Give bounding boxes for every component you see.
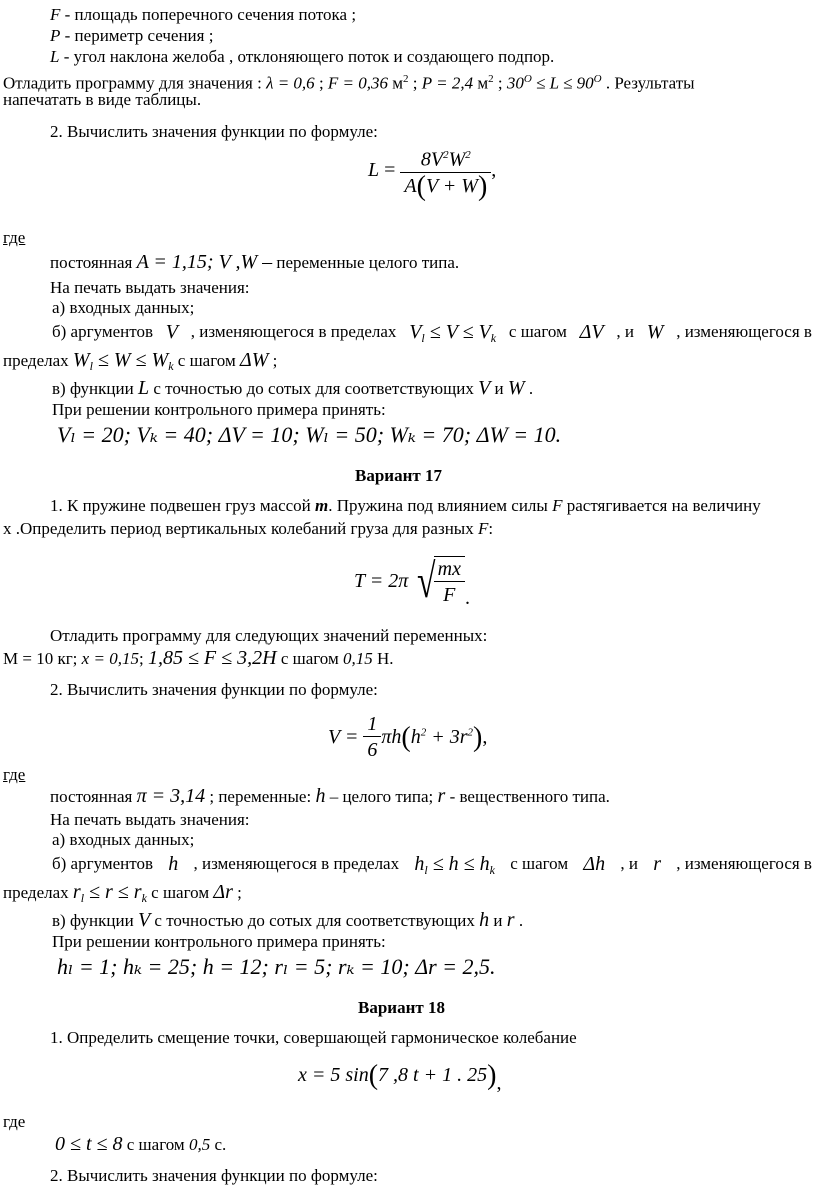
w: ;: [268, 351, 278, 370]
text-line: Отладить программу для следующих значений переменных:: [50, 626, 488, 645]
v-sym: V: [165, 321, 178, 343]
w: с шагом: [510, 854, 569, 873]
text-line: [50, 5, 356, 25]
line-text: - угол наклона желоба , отклоняющего поток и создающего подпор.: [59, 47, 555, 66]
den-in: V + W: [425, 174, 478, 197]
w-sym: W: [646, 321, 664, 343]
line-text: постоянная: [50, 253, 137, 272]
sup: 2: [403, 73, 409, 85]
v-sym: V: [137, 909, 151, 931]
x-val: x = 0,15: [81, 649, 139, 668]
where-label: где: [3, 765, 26, 784]
text-line: [52, 378, 533, 399]
text-line: [50, 47, 554, 67]
m-sym: m: [315, 496, 329, 515]
text-line: При решении контрольного примера принять:: [52, 932, 386, 951]
sub: l: [424, 863, 428, 877]
sep: ;: [314, 73, 328, 93]
line-text: . Результаты: [601, 73, 695, 93]
range: ≤ r ≤ r: [84, 881, 142, 903]
f-range: 1,85 ≤ F ≤ 3,2H: [147, 647, 277, 669]
mid: + 3r: [426, 725, 468, 748]
line-text: переменные целого типа.: [272, 253, 460, 272]
unit: м: [473, 73, 489, 93]
range: ≤ W ≤ W: [92, 349, 169, 371]
r-sym: r: [72, 881, 81, 903]
h-sym: h: [168, 853, 179, 875]
degree: O: [523, 73, 532, 85]
w: .: [524, 379, 534, 398]
w: , изменяющегося в пределах: [190, 322, 397, 341]
den: 6: [367, 739, 378, 761]
text-line: [50, 26, 213, 46]
text-line: [3, 350, 277, 376]
text-line: [52, 322, 812, 348]
w: . Пружина под влиянием силы: [328, 496, 553, 515]
body: πh: [381, 726, 402, 748]
w: , и: [620, 854, 638, 873]
f-sym: L: [368, 158, 380, 181]
sep: ;: [493, 73, 507, 93]
eq: =: [379, 158, 401, 181]
w: , изменяющегося в пределах: [193, 854, 400, 873]
f-sym: F: [552, 496, 563, 515]
comma: ,: [496, 1072, 502, 1094]
w: .: [514, 911, 524, 930]
range-start: 30: [506, 73, 524, 93]
sub: k: [489, 863, 495, 877]
w: растягивается на величину: [562, 496, 761, 515]
sub: k: [141, 891, 147, 905]
w: ;: [138, 649, 148, 668]
h-sym: h: [479, 909, 490, 931]
h-sym: h: [414, 853, 425, 875]
text-line: На печать выдать значения:: [50, 810, 250, 829]
w: с шагом: [173, 351, 240, 370]
text-line: [50, 786, 610, 807]
h-sym: h: [315, 785, 326, 807]
text-line: [52, 910, 523, 931]
w: пределах: [3, 351, 73, 370]
r-sym: r: [653, 853, 661, 875]
text-line: [3, 882, 242, 908]
dot: .: [464, 587, 470, 610]
text-line: [50, 252, 459, 273]
degree: O: [593, 73, 602, 85]
comma: ,: [491, 158, 497, 181]
x-sym: x = 5 sin: [298, 1064, 369, 1086]
symbol-p: P: [50, 26, 61, 45]
w: Н.: [372, 649, 394, 668]
line-text: Отладить программу для значения :: [3, 73, 267, 93]
w-sym: W: [507, 377, 525, 399]
text-line: [50, 496, 810, 516]
w: с точностью до сотых для соответствующих: [150, 911, 480, 930]
line-text: - площадь поперечного сечения потока ;: [60, 5, 357, 24]
text-line: 1. Определить смещение точки, совершающей гармоническое колебание: [50, 1028, 577, 1047]
sub: l: [421, 331, 425, 345]
sep: ;: [408, 73, 422, 93]
task-heading: 2. Вычислить значения функции по формуле:: [50, 1166, 378, 1185]
w: , и: [616, 322, 634, 341]
den-a: A: [404, 174, 417, 197]
pi-val: π = 3,14: [136, 785, 206, 807]
text-line: [3, 519, 493, 539]
w: ;: [232, 883, 242, 902]
v-sym: V =: [328, 726, 364, 748]
f-sym: F: [477, 519, 489, 538]
w: б) аргументов: [52, 322, 153, 341]
w: М = 10 кг;: [3, 649, 82, 668]
num: mx: [434, 557, 465, 582]
text-line: напечатать в виде таблицы.: [3, 90, 202, 109]
delta-v: ΔV: [579, 321, 604, 343]
range: ≤ h ≤ h: [427, 853, 490, 875]
w: с шагом: [276, 649, 343, 668]
sub: l: [80, 891, 85, 905]
r-sym: r: [506, 909, 515, 931]
num: 8V: [420, 148, 444, 171]
w: с точностью до сотых для соответствующих: [149, 379, 479, 398]
unit: м: [388, 73, 404, 93]
text-line: При решении контрольного примера принять:: [52, 400, 386, 419]
range-end: ≤ L ≤ 90: [531, 73, 594, 93]
v-sym: V: [409, 321, 422, 343]
sub: l: [89, 359, 93, 373]
t-sym: T = 2π: [354, 570, 409, 592]
step: 0,15: [342, 649, 373, 668]
text-line: [55, 1134, 226, 1155]
p-value: P = 2,4: [421, 73, 474, 93]
l-sym: L: [137, 377, 150, 399]
w-sym: W: [72, 349, 90, 371]
formula-v: V = $\frac{1}{6}$ $\pi h(h^2 + 3r^2)$,: [328, 713, 488, 761]
const-a: A = 1,15; V ,W: [136, 251, 258, 273]
sup: 2: [488, 73, 494, 85]
where-label: где: [3, 228, 26, 247]
where-label: где: [3, 1112, 26, 1131]
task-heading: 2. Вычислить значения функции по формуле:: [50, 680, 378, 699]
w: ; переменные:: [205, 787, 316, 806]
w: постоянная: [50, 787, 137, 806]
w: пределах: [3, 883, 73, 902]
text-line: а) входных данных;: [52, 298, 195, 317]
task-heading: 2. Вычислить значения функции по формуле:: [50, 122, 378, 141]
fraction: $\frac{8V^2W^2}{A(V + W)}$: [400, 143, 491, 200]
w: , изменяющегося в: [676, 854, 812, 873]
symbol-f: F: [50, 5, 61, 24]
delta-h: Δh: [583, 853, 606, 875]
num: 1: [363, 712, 381, 737]
sup: 2: [465, 149, 471, 161]
w: , изменяющегося в: [676, 322, 812, 341]
range: ≤ V ≤ V: [424, 321, 491, 343]
text-line: а) входных данных;: [52, 830, 195, 849]
w: и: [490, 379, 508, 398]
text-line: На печать выдать значения:: [50, 278, 250, 297]
formula-x: x = 5 sin(7 ,8 t + 1 . 25),: [298, 1060, 502, 1094]
den: F: [443, 583, 456, 606]
w: - вещественного типа.: [445, 787, 610, 806]
sub: k: [490, 331, 497, 345]
sqrt: √ $\frac{mx}{F}$: [413, 554, 465, 609]
w: – целого типа;: [325, 787, 438, 806]
formula-t: [354, 554, 470, 610]
w: с шагом: [508, 322, 567, 341]
text-line: [3, 648, 394, 669]
comma: ,: [482, 726, 488, 748]
t-range: 0 ≤ t ≤ 8: [55, 1133, 123, 1155]
sup: 2: [443, 149, 449, 161]
w: в) функции: [52, 911, 138, 930]
variant-title: Вариант 17: [355, 466, 442, 485]
w: и: [489, 911, 507, 930]
sub: k: [168, 359, 174, 373]
w: с.: [210, 1135, 227, 1154]
v-sym: V: [478, 377, 491, 399]
w: в) функции: [52, 379, 138, 398]
control-values: hₗ = 1; hₖ = 25; h = 12; rₗ = 5; rₖ = 10; Δr = 2,5.: [57, 954, 496, 979]
formula-l: [368, 143, 496, 200]
w: x .Определить период вертикальных колебаний груза для разных: [3, 519, 478, 538]
delta-w: ΔW: [239, 349, 269, 371]
f-value: F = 0,36: [327, 73, 389, 93]
sup: 2: [420, 725, 427, 738]
delta-r: Δr: [213, 881, 233, 903]
lambda-value: λ = 0,6: [266, 73, 315, 93]
arg: 7 ,8 t + 1 . 25: [378, 1064, 488, 1086]
control-values: Vₗ = 20; Vₖ = 40; ΔV = 10; Wₗ = 50; Wₖ = 70; ΔW = 10.: [57, 422, 562, 447]
variant-title: Вариант 18: [358, 998, 445, 1017]
line-text: - периметр сечения ;: [60, 26, 214, 45]
text-line: [52, 854, 812, 880]
sup: 2: [467, 725, 473, 738]
dash: –: [257, 251, 273, 273]
h: h: [410, 725, 421, 748]
w: с шагом: [122, 1135, 189, 1154]
num-w: W: [448, 148, 466, 171]
w: 1. К пружине подвешен груз массой: [50, 496, 316, 515]
w: с шагом: [146, 883, 214, 902]
symbol-l: L: [50, 47, 60, 66]
r-sym: r: [437, 785, 446, 807]
w: :: [488, 519, 494, 538]
w: б) аргументов: [52, 854, 153, 873]
step: 0,5: [188, 1135, 211, 1154]
